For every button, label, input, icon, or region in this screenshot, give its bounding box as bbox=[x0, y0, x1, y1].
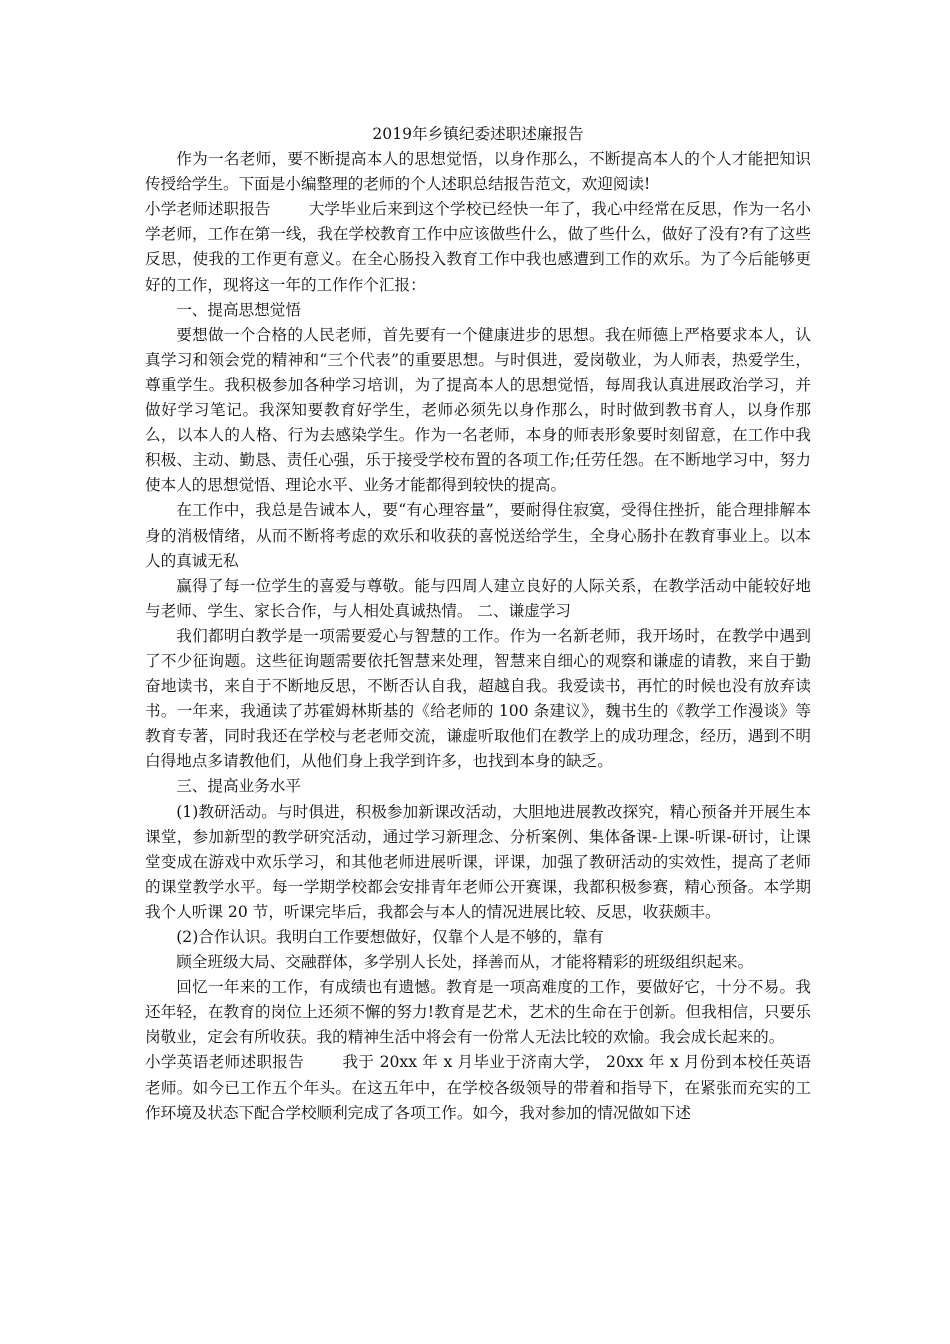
report1-opening-paragraph bbox=[145, 197, 811, 297]
report2-heading: 小学英语老师述职报告 bbox=[145, 1053, 305, 1072]
body-paragraph-7: 顾全班级大局、交融群体，多学别人长处，择善而从，才能将精彩的班级组织起来。 bbox=[176, 953, 754, 972]
report2-opening-text: 我于 20xx 年 x 月毕业于济南大学， 20xx 年 x 月份到本校任英语老师。如今已工作五个年头。在这五年中，在学校各级领导的带着和指导下，在紧张而充实的工作环境及状态下配合学校顺利完成了各项工作。如今，我对参加的情况做如下述 bbox=[145, 1053, 811, 1122]
section-heading-1: 一、提高思想觉悟 bbox=[176, 300, 301, 319]
body-paragraph-8: 回忆一年来的工作，有成绩也有遗憾。教育是一项高难度的工作，要做好它，十分不易。我还年轻，在教育的岗位上还须不懈的努力!教育是艺术，艺术的生命在于创新。但我相信，只要乐岗敬业，定会有所收获。我的精神生活中将会有一份常人无法比较的欢愉。我会成长起来的。 bbox=[145, 978, 811, 1047]
section-heading-3: 三、提高业务水平 bbox=[176, 777, 301, 796]
body-paragraph-5: (1)教研活动。与时俱进，积极参加新课改活动，大胆地进展教改探究，精心预备并开展生本课堂，参加新型的教学研究活动，通过学习新理念、分析案例、集体备课-上课-听课-研讨，让课堂变成在游戏中欢乐学习，和其他老师进展听课，评课，加强了教研活动的实效性，提高了老师的课堂教学水平。每一学期学校都会安排青年老师公开赛课，我都积极参赛，精心预备。本学期我个人听课 20 节，听课完毕后，我都会与本人的情况进展比较、反思，收获颇丰。 bbox=[145, 802, 811, 921]
report1-heading: 小学老师述职报告 bbox=[145, 200, 271, 219]
intro-paragraph: 作为一名老师，要不断提高本人的思想觉悟，以身作那么，不断提高本人的个人才能把知识传授给学生。下面是小编整理的老师的个人述职总结报告范文，欢迎阅读! bbox=[145, 150, 811, 194]
body-paragraph-4: 我们都明白教学是一项需要爱心与智慧的工作。作为一名新老师，我开场时，在教学中遇到了不少征询题。这些征询题需要依托智慧来处理，智慧来自细心的观察和谦虚的请教，来自于勤奋地读书，来自于不断地反思，不断否认自我，超越自我。我爱读书，再忙的时候也没有放弃读书。一年来，我通读了苏霍姆林斯基的《给老师的 100 条建议》，魏书生的《教学工作漫谈》等教育专著，同时我还在学校与老老师交流，谦虚听取他们在教学上的成功理念，经历，遇到不明白得地点多请教他们，从他们身上我学到许多，也找到本身的缺乏。 bbox=[145, 626, 811, 771]
document-page bbox=[145, 122, 811, 1126]
body-paragraph-1: 要想做一个合格的人民老师，首先要有一个健康进步的思想。我在师德上严格要求本人，认真学习和领会党的精神和“三个代表”的重要思想。与时俱进，爱岗敬业，为人师表，热爱学生，尊重学生。我积极参加各种学习培训，为了提高本人的思想觉悟，每周我认真进展政治学习，并做好学习笔记。我深知要教育好学生，老师必须先以身作那么，时时做到教书育人，以身作那么，以本人的人格、行为去感染学生。作为一名老师，本身的师表形象要时刻留意，在工作中我积极、主动、勤恳、责任心强，乐于接受学校布置的各项工作;任劳任怨。在不断地学习中，努力使本人的思想觉悟、理论水平、业务才能都得到较快的提高。 bbox=[145, 325, 811, 495]
report2-opening-paragraph bbox=[145, 1050, 811, 1125]
report1-opening-text: 大学毕业后来到这个学校已经快一年了，我心中经常在反思，作为一名小学老师，工作在第一线，我在学校教育工作中应该做些什么，做了些什么，做好了没有?有了这些反思，使我的工作更有意义。在全心肠投入教育工作中我也感遭到工作的欢乐。为了今后能够更好的工作，现将这一年的工作作个汇报： bbox=[145, 200, 811, 294]
body-paragraph-2: 在工作中，我总是告诫本人，要“有心理容量”，要耐得住寂寞，受得住挫折，能合理排解本身的消极情绪，从而不断将考虑的欢乐和收获的喜悦送给学生，全身心肠扑在教育事业上。以本人的真诚无私 bbox=[145, 501, 811, 570]
body-paragraph-3: 赢得了每一位学生的喜爱与尊敬。能与四周人建立良好的人际关系，在教学活动中能较好地与老师、学生、家长合作，与人相处真诚热情。 二、谦虚学习 bbox=[145, 576, 811, 620]
body-paragraph-6: (2)合作认识。我明白工作要想做好，仅靠个人是不够的，靠有 bbox=[176, 928, 604, 946]
document-title: 2019年乡镇纪委述职述廉报告 bbox=[372, 125, 584, 143]
